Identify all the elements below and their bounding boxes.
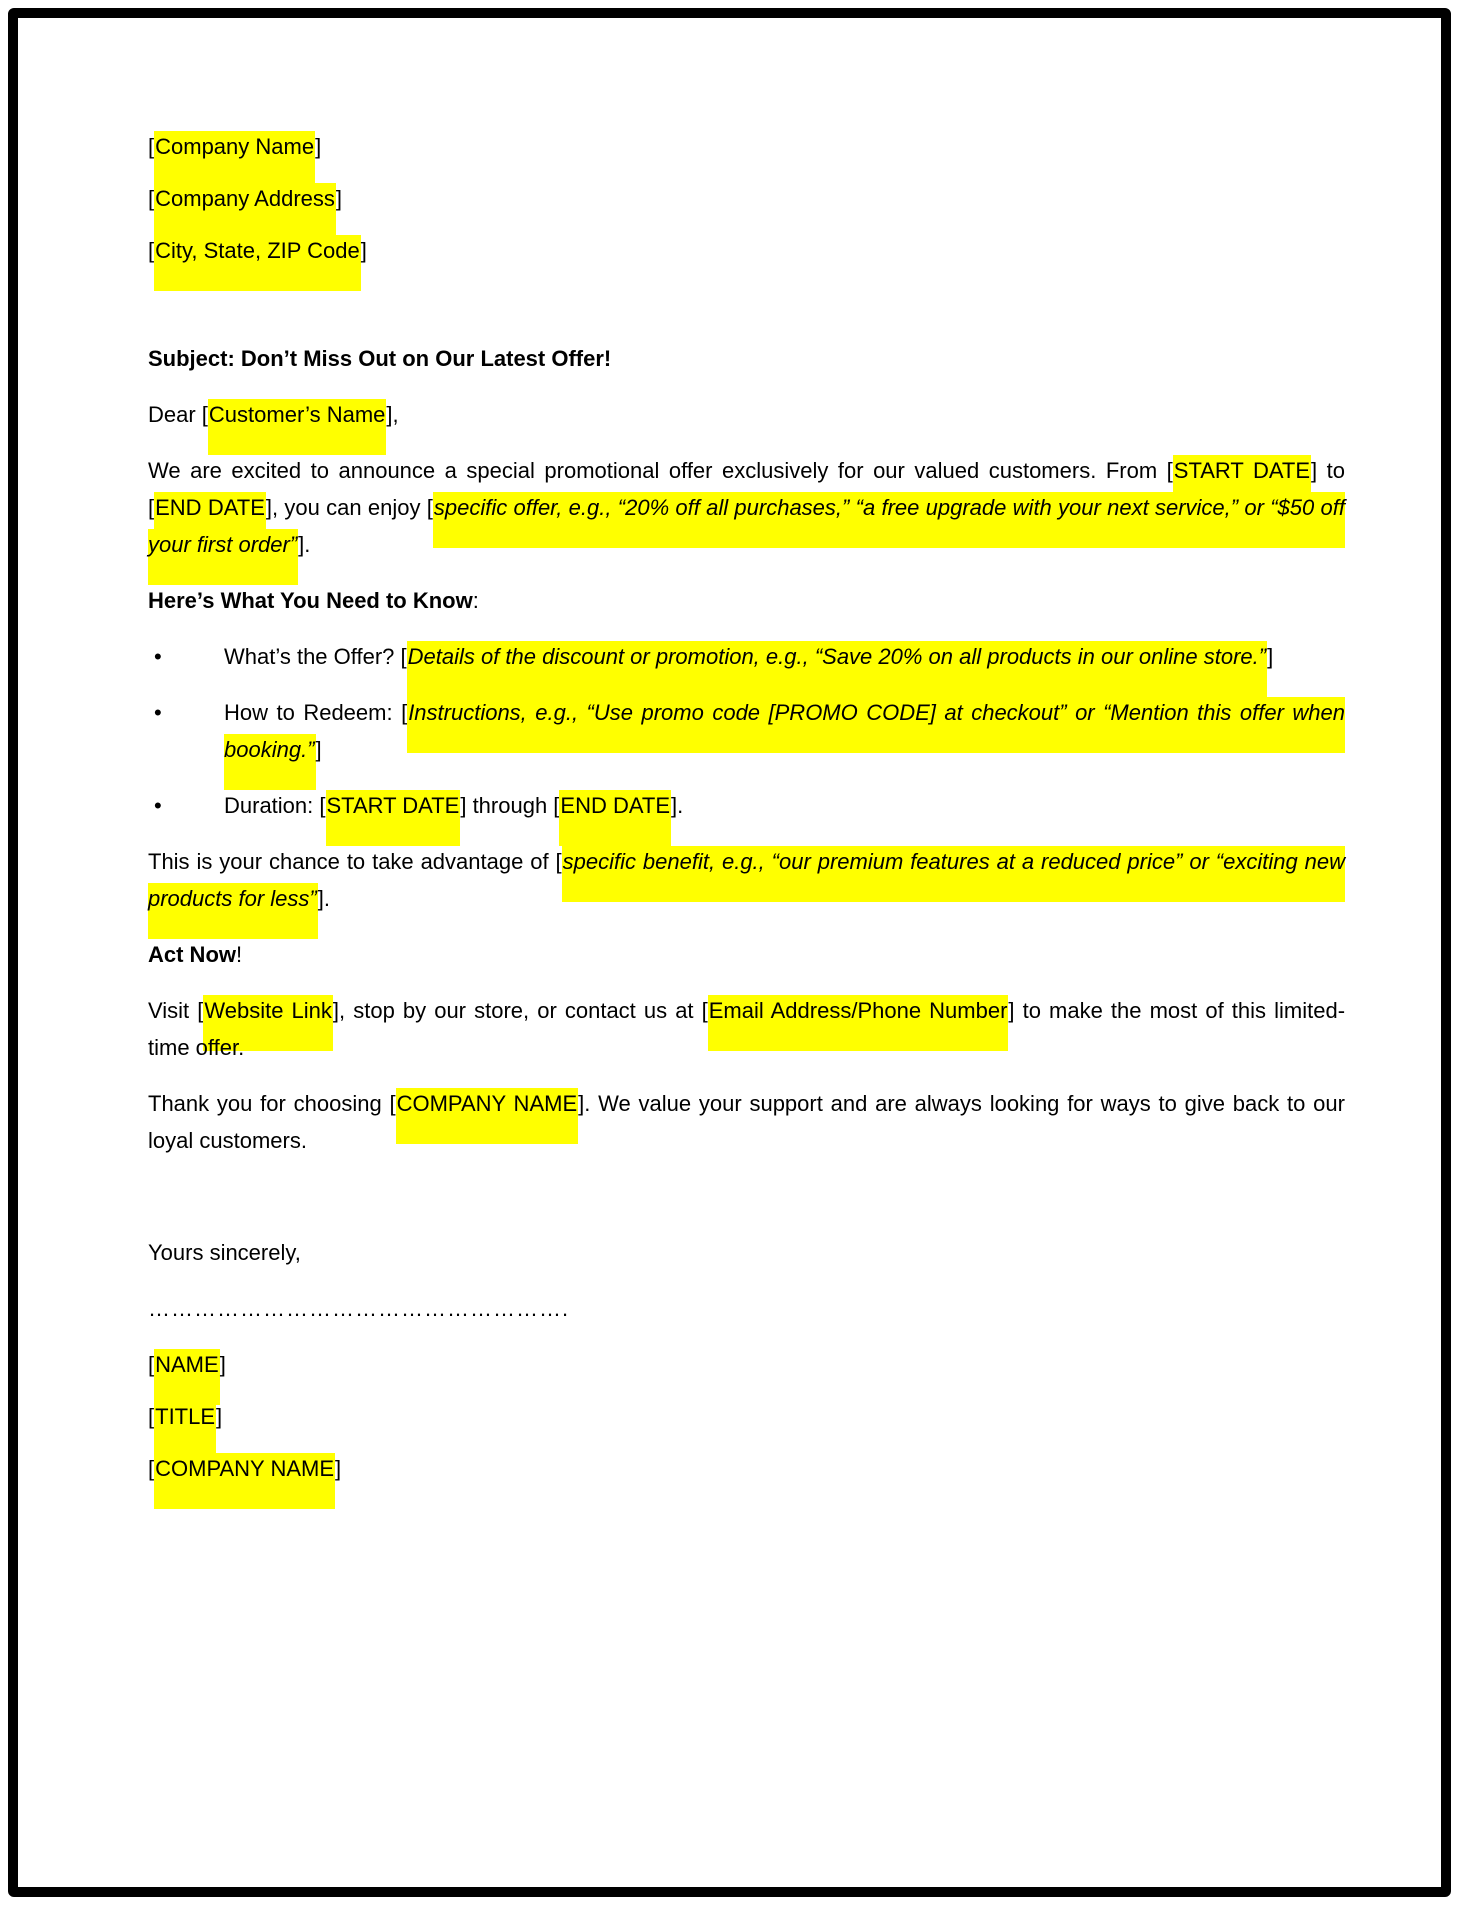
text-run: [ xyxy=(148,186,155,211)
thanks-paragraph xyxy=(148,1085,1345,1159)
benefit-paragraph xyxy=(148,843,1345,917)
text-run: ]. xyxy=(317,886,330,911)
placeholder-title: TITLE xyxy=(154,1401,216,1457)
text-run: : xyxy=(472,588,479,613)
text-run: ] xyxy=(335,186,343,211)
placeholder-redeem-instructions: Instructions, e.g., “Use promo code [PROMO CODE] at checkout” or “Mention this offer when booking.” xyxy=(224,697,1345,790)
placeholder-email-phone: Email Address/Phone Number xyxy=(708,995,1009,1051)
letter-content xyxy=(148,128,1345,1502)
text-run: [ xyxy=(148,134,155,159)
offer-details-list xyxy=(148,638,1345,824)
text-run: ] through [ xyxy=(460,793,560,818)
text-run: ] to [ xyxy=(148,458,1346,520)
subject-line xyxy=(148,340,1345,377)
text-run: We are excited to announce a special promotional offer exclusively for our valued customers. From [ xyxy=(148,458,1173,483)
placeholder-specific-benefit: specific benefit, e.g., “our premium features at a reduced price” or “exciting new products for less” xyxy=(148,846,1345,939)
blank-line xyxy=(148,1178,1345,1215)
text-run: ], you can enjoy [ xyxy=(265,495,433,520)
text-run: How to Redeem: [ xyxy=(224,700,408,725)
text-run: Dear [ xyxy=(148,402,208,427)
text-run: What’s the Offer? [ xyxy=(224,644,407,669)
text-run: ] xyxy=(360,238,367,263)
placeholder-name: NAME xyxy=(154,1349,220,1405)
bullet-item-offer xyxy=(224,638,1345,675)
cta-paragraph xyxy=(148,992,1345,1066)
text-run: ] xyxy=(216,1404,223,1429)
placeholder-company-name: Company Name xyxy=(154,131,315,187)
text-run: ! xyxy=(236,942,243,967)
placeholder-end-date: END DATE xyxy=(154,492,266,548)
signature-name-line xyxy=(148,1346,1345,1383)
closing-line xyxy=(148,1234,1345,1271)
text-run: This is your chance to take advantage of [ xyxy=(148,849,562,874)
placeholder-company-name-caps: COMPANY NAME xyxy=(154,1453,335,1509)
placeholder-customer-name: Customer’s Name xyxy=(208,399,386,455)
company-address-line xyxy=(148,180,1345,217)
placeholder-company-address: Company Address xyxy=(154,183,336,239)
signature-company-line xyxy=(148,1450,1345,1487)
city-state-zip-line xyxy=(148,232,1345,269)
text-run: ] to make the most of this limited-time offer. xyxy=(148,998,1346,1060)
intro-paragraph xyxy=(148,452,1345,563)
bullet-item-redeem xyxy=(224,694,1345,768)
text-run: ], xyxy=(386,402,399,427)
placeholder-city-state-zip: City, State, ZIP Code xyxy=(154,235,361,291)
text-run: ………………………………………………. xyxy=(148,1296,570,1321)
text-run: [ xyxy=(148,1456,155,1481)
placeholder-offer-details: Details of the discount or promotion, e.g., “Save 20% on all products in our online store.” xyxy=(407,641,1267,697)
know-heading-text: Here’s What You Need to Know xyxy=(148,588,473,613)
placeholder-start-date: START DATE xyxy=(326,790,461,846)
text-run: ]. We value your support and are always looking for ways to give back to our loyal customers. xyxy=(148,1091,1345,1153)
text-run: Visit [ xyxy=(148,998,204,1023)
salutation xyxy=(148,396,1345,433)
placeholder-specific-offer: specific offer, e.g., “20% off all purchases,” “a free upgrade with your next service,” or “$50 off your first order” xyxy=(148,492,1345,585)
know-heading xyxy=(148,582,1345,619)
placeholder-company-name-caps: COMPANY NAME xyxy=(396,1088,579,1144)
placeholder-start-date: START DATE xyxy=(1173,455,1311,511)
text-run: ]. xyxy=(671,793,684,818)
text-run: ]. xyxy=(298,532,311,557)
text-run: ] xyxy=(315,134,322,159)
text-run: ] xyxy=(1267,644,1274,669)
text-run: ] xyxy=(219,1352,226,1377)
signature-dotted-line xyxy=(148,1290,1345,1327)
text-run: ] xyxy=(335,1456,342,1481)
text-run: Yours sincerely, xyxy=(148,1240,301,1265)
company-name-line xyxy=(148,128,1345,165)
text-run: [ xyxy=(148,238,155,263)
text-run: ], stop by our store, or contact us at [ xyxy=(332,998,708,1023)
text-run: [ xyxy=(148,1352,155,1377)
act-now-text: Act Now xyxy=(148,942,236,967)
text-run: ] xyxy=(315,737,322,762)
placeholder-end-date: END DATE xyxy=(559,790,671,846)
act-now-heading xyxy=(148,936,1345,973)
placeholder-website-link: Website Link xyxy=(203,995,333,1051)
text-run: Thank you for choosing [ xyxy=(148,1091,396,1116)
text-run: [ xyxy=(148,1404,155,1429)
signature-title-line xyxy=(148,1398,1345,1435)
text-run: Duration: [ xyxy=(224,793,326,818)
bullet-item-duration xyxy=(224,787,1345,824)
subject-text: Subject: Don’t Miss Out on Our Latest Offer! xyxy=(148,346,612,371)
